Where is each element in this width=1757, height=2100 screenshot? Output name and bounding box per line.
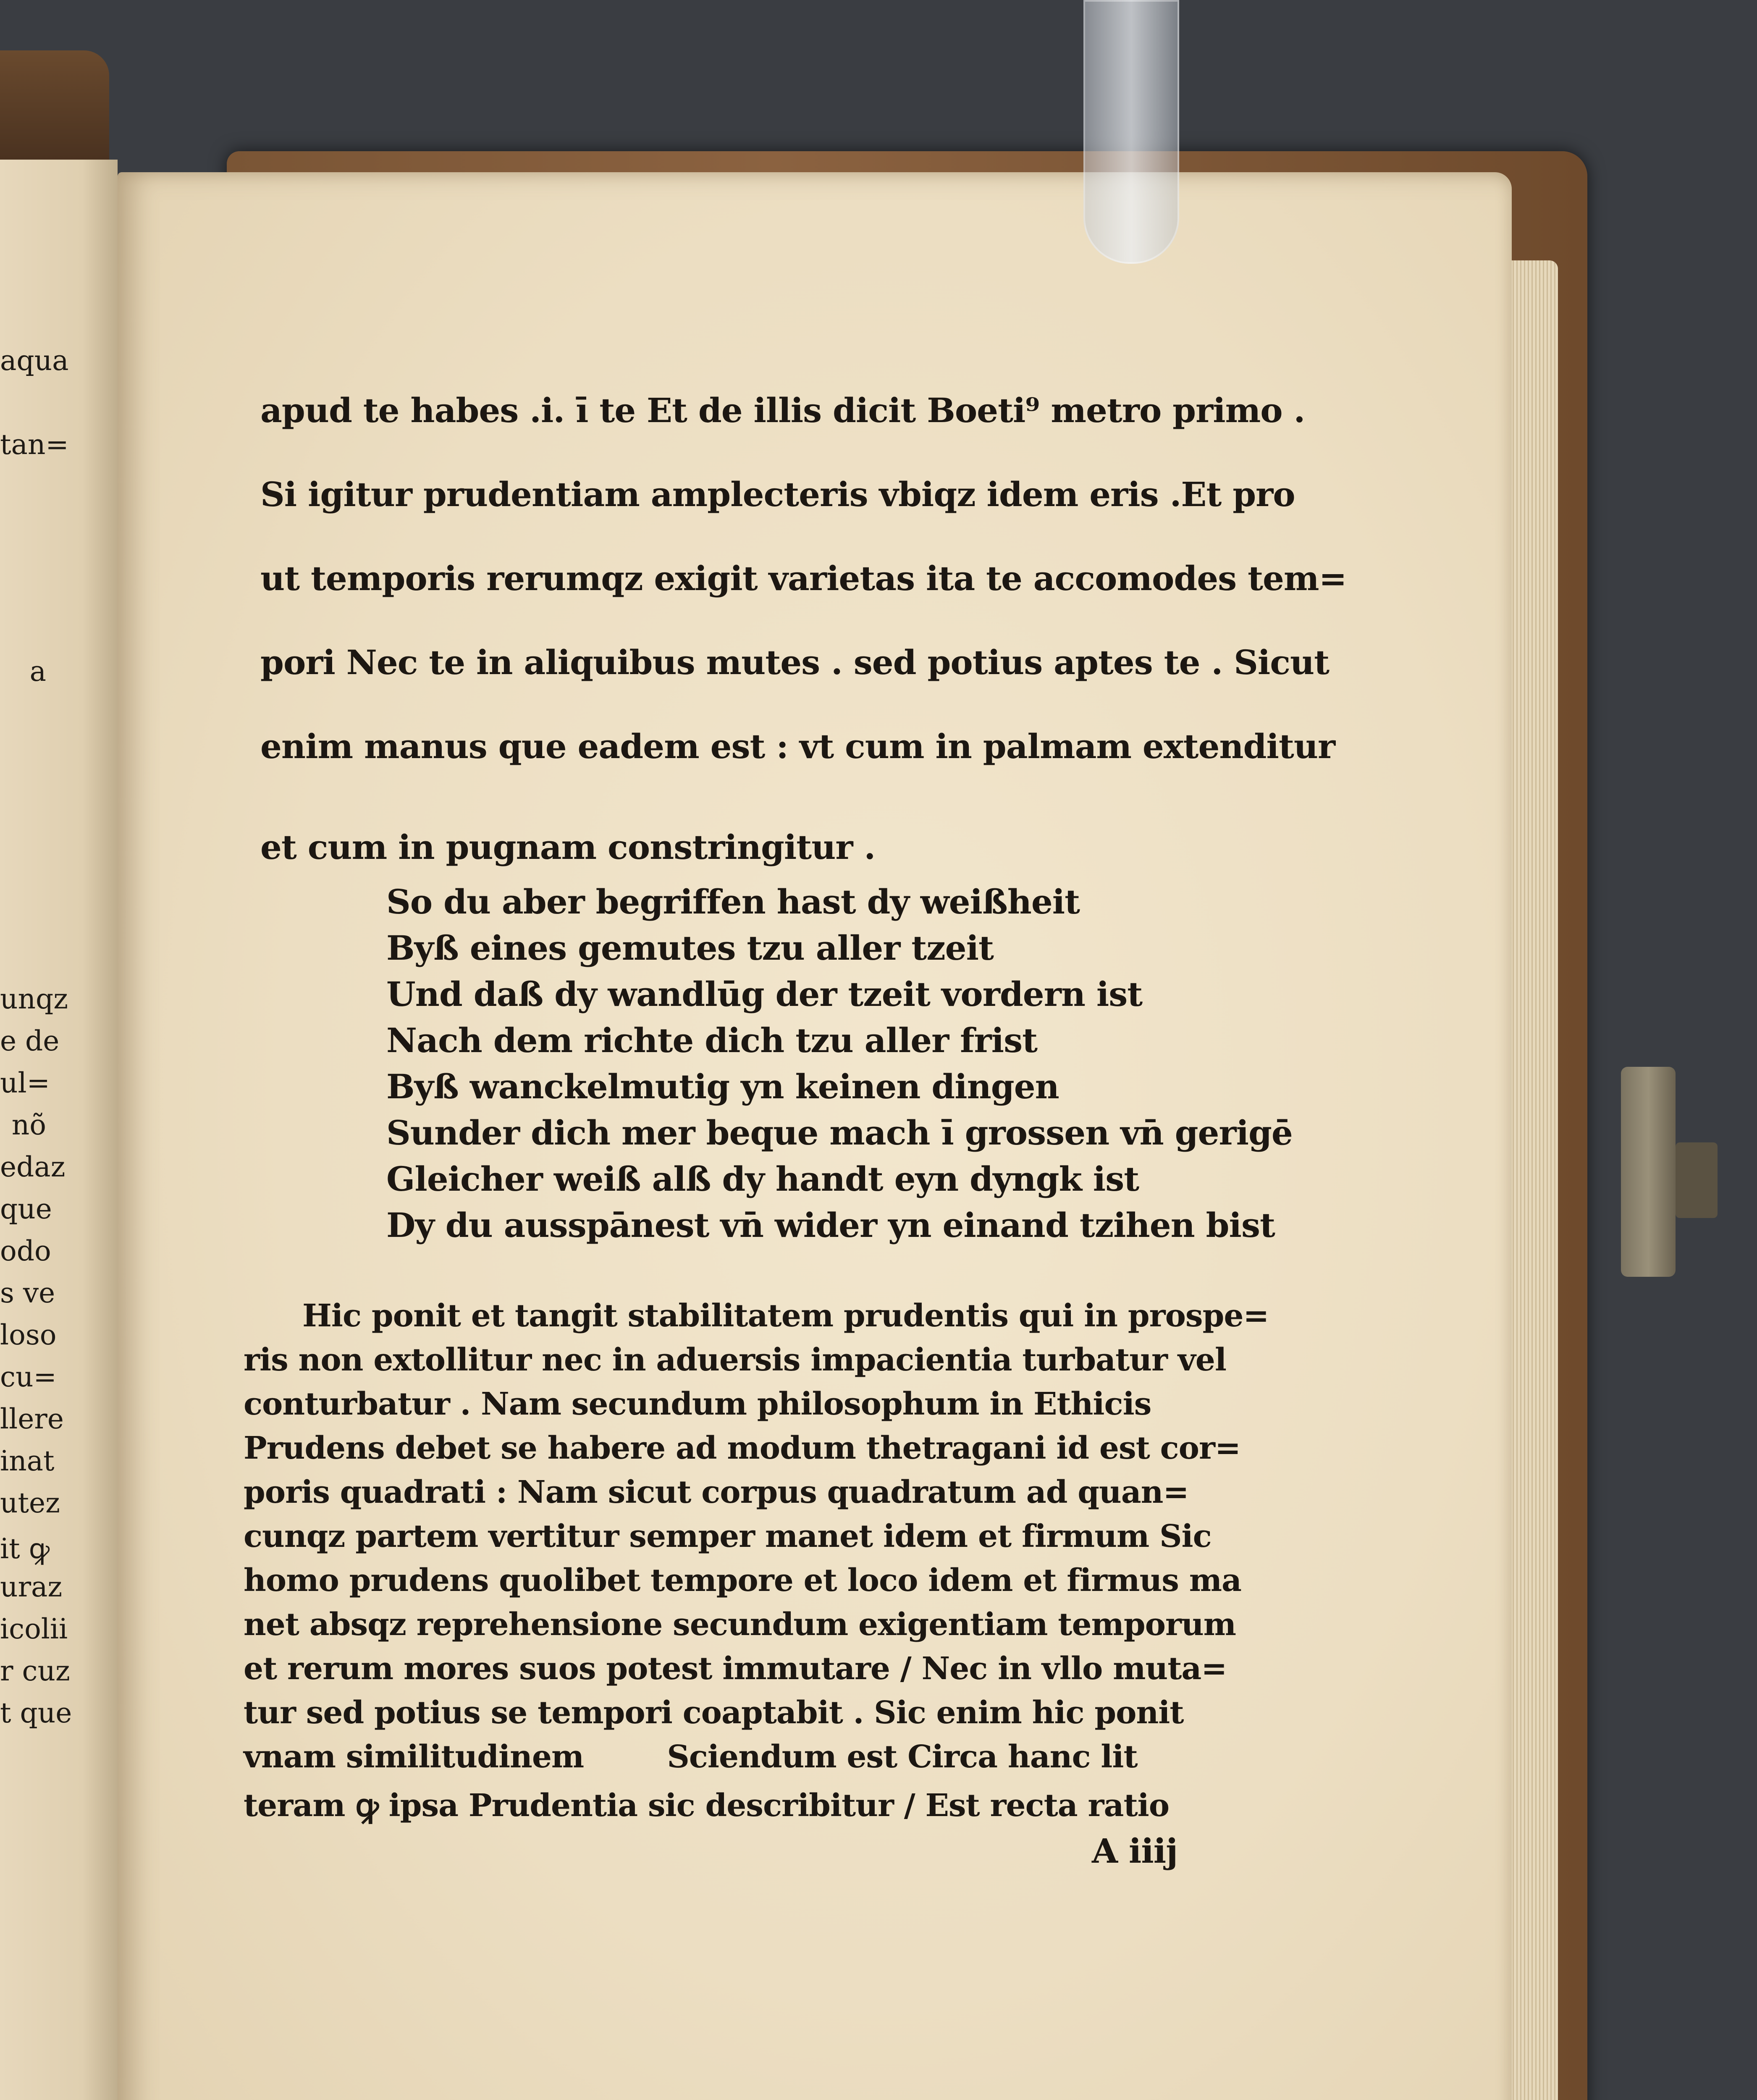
left-fragment: ul= xyxy=(0,1067,50,1099)
prose-line: pori Nec te in aliquibus mutes . sed potius aptes te . Sicut xyxy=(260,643,1330,682)
left-fragment: loso xyxy=(0,1319,57,1351)
prose-line: et cum in pugnam constringitur . xyxy=(260,827,876,867)
left-fragment: inat xyxy=(0,1445,55,1477)
left-cover-corner-top xyxy=(0,50,109,160)
verse-line: Byß eines gemutes tzu aller tzeit xyxy=(386,928,994,968)
left-fragment: utez xyxy=(0,1487,60,1519)
left-fragment: icolii xyxy=(0,1613,68,1645)
commentary-line: ris non extollitur nec in aduersis impacientia turbatur vel xyxy=(244,1342,1226,1378)
commentary-line: poris quadrati : Nam sicut corpus quadratum ad quan= xyxy=(244,1474,1189,1510)
left-fragment: it ꝙ xyxy=(0,1533,50,1565)
commentary-line: homo prudens quolibet tempore et loco idem et firmus ma xyxy=(244,1562,1241,1599)
commentary-line: Prudens debet se habere ad modum thetragani id est cor= xyxy=(244,1430,1240,1466)
left-fragment: a xyxy=(29,655,46,688)
page-holder-top xyxy=(1083,0,1179,264)
clasp-catch xyxy=(1676,1142,1718,1218)
prose-line: Si igitur prudentiam amplecteris vbiqz idem eris .Et pro xyxy=(260,475,1295,514)
verse-line: So du aber begriffen hast dy weißheit xyxy=(386,882,1080,921)
verse-line: Byß wanckelmutig yn keinen dingen xyxy=(386,1067,1059,1106)
left-fragment: nõ xyxy=(11,1109,46,1141)
left-fragment: llere xyxy=(0,1403,64,1435)
prose-line: enim manus que eadem est : vt cum in palmam extenditur xyxy=(260,727,1335,766)
commentary-line: teram ꝙ ipsa Prudentia sic describitur / Est recta ratio xyxy=(244,1788,1170,1824)
verse-line: Und daß dy wandlūg der tzeit vordern ist xyxy=(386,974,1143,1014)
commentary-line: cunqz partem vertitur semper manet idem et firmum Sic xyxy=(244,1518,1212,1554)
left-fragment: aqua xyxy=(0,344,69,377)
verse-line: Gleicher weiß alß dy handt eyn dyngk ist xyxy=(386,1159,1139,1199)
commentary-line: tur sed potius se tempori coaptabit . Sic enim hic ponit xyxy=(244,1695,1184,1731)
left-fragment: que xyxy=(0,1193,52,1225)
signature-mark: A iiij xyxy=(1092,1831,1178,1871)
left-fragment: edaz xyxy=(0,1151,66,1183)
main-page xyxy=(118,172,1512,2100)
commentary-line: vnam similitudinem Sciendum est Circa hanc lit xyxy=(244,1739,1138,1775)
left-fragment: uraz xyxy=(0,1571,63,1603)
left-facing-page xyxy=(0,160,118,2100)
left-fragment: t que xyxy=(0,1697,72,1729)
verse-line: Dy du ausspānest vn̄ wider yn einand tzihen bist xyxy=(386,1205,1275,1245)
left-fragment: odo xyxy=(0,1235,51,1267)
commentary-line: conturbatur . Nam secundum philosophum in Ethicis xyxy=(244,1386,1151,1422)
book-clasp xyxy=(1621,1067,1676,1277)
prose-line: apud te habes .i. ī te Et de illis dicit Boeti⁹ metro primo . xyxy=(260,391,1305,430)
left-fragment: r cuz xyxy=(0,1655,70,1687)
left-fragment: unqz xyxy=(0,983,68,1015)
commentary-line: Hic ponit et tangit stabilitatem prudentis qui in prospe= xyxy=(302,1298,1269,1334)
left-fragment: e de xyxy=(0,1025,60,1057)
prose-line: ut temporis rerumqz exigit varietas ita te accomodes tem= xyxy=(260,559,1347,598)
left-fragment: s ve xyxy=(0,1277,55,1309)
commentary-line: et rerum mores suos potest immutare / Nec in vllo muta= xyxy=(244,1651,1227,1687)
left-fragment: tan= xyxy=(0,428,69,461)
commentary-line: net absqz reprehensione secundum exigentiam temporum xyxy=(244,1606,1236,1643)
left-fragment: cu= xyxy=(0,1361,57,1393)
verse-line: Nach dem richte dich tzu aller frist xyxy=(386,1021,1038,1060)
verse-line: Sunder dich mer beque mach ī grossen vn̄ gerigē xyxy=(386,1113,1293,1152)
